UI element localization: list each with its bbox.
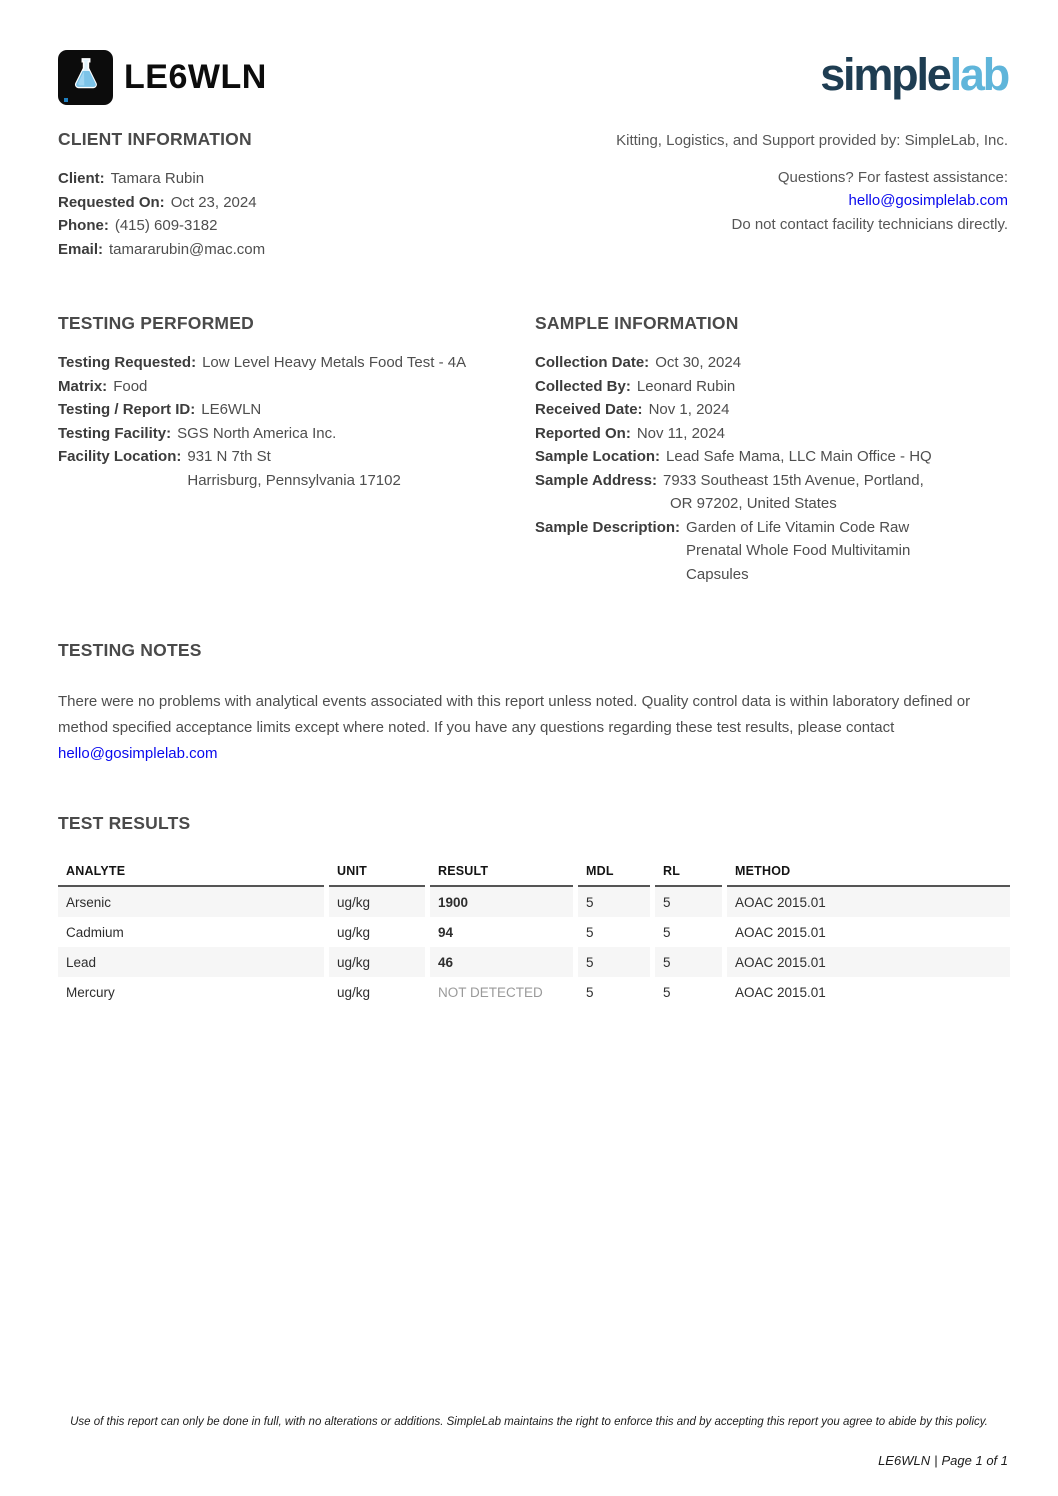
client-information-section: [58, 129, 536, 261]
client-information-heading: CLIENT INFORMATION: [58, 129, 252, 149]
rl-cell: 5: [663, 924, 671, 940]
testing-notes-section: [58, 640, 1008, 766]
client-value: Tamara Rubin: [110, 170, 205, 187]
questions-line: Questions? For fastest assistance:: [777, 168, 1008, 186]
reported-on-field: [535, 422, 1008, 446]
sample-description-value: [686, 516, 910, 587]
facility-location-line1: 931 N 7th St: [187, 448, 271, 465]
requested-on-field: [58, 191, 536, 215]
footer-page-number: Page 1 of 1: [941, 1453, 1008, 1468]
rl-cell: 5: [663, 984, 671, 1000]
reported-on-value: Nov 11, 2024: [636, 424, 725, 442]
report-id-label: Testing / Report ID:: [58, 401, 196, 418]
sample-address-value: [663, 469, 924, 516]
sample-information-heading: SAMPLE INFORMATION: [535, 313, 739, 333]
collection-date-field: [535, 351, 1008, 375]
analyte-cell: Cadmium: [66, 924, 124, 940]
kitting-line: Kitting, Logistics, and Support provided by: SimpleLab, Inc.: [616, 132, 1008, 149]
result-cell: 1900: [430, 887, 573, 917]
matrix-label: Matrix:: [58, 377, 108, 395]
client-label: Client:: [58, 170, 105, 187]
testing-facility-label: Testing Facility:: [58, 424, 172, 442]
phone-label: Phone:: [58, 217, 109, 234]
simplelab-logo: [820, 50, 1008, 100]
analyte-cell: Arsenic: [58, 887, 324, 917]
table-row-lead: [58, 947, 1010, 977]
logo-corner-dot: [64, 98, 68, 102]
client-information-fields: [58, 167, 536, 261]
testing-requested-field: [58, 351, 535, 375]
report-code-title: LE6WLN: [124, 58, 267, 96]
col-header-mdl: MDL: [578, 864, 650, 887]
collected-by-field: [535, 375, 1008, 399]
matrix-field: [58, 375, 535, 399]
facility-location-value: [187, 445, 400, 492]
testing-notes-email-link[interactable]: hello@gosimplelab.com: [58, 744, 218, 762]
col-header-rl: RL: [655, 864, 722, 887]
footer-disclaimer: Use of this report can only be done in full, with no alterations or additions. SimpleLab maintains the right to enforce this and by accepting this report you agree to abide by this policy.: [70, 1416, 988, 1428]
sample-location-label: Sample Location:: [535, 448, 661, 465]
simplelab-logo-simple: simple: [820, 49, 950, 100]
phone-value: (415) 609-3182: [114, 217, 218, 234]
sample-description-field: [535, 516, 1008, 587]
testing-notes-text: There were no problems with analytical events associated with this report unless noted. Quality control data is within laboratory defined or method specified acceptance limits except where noted. If you have any questions regarding these test results, please contact: [58, 693, 971, 736]
col-header-method: METHOD: [727, 864, 1010, 887]
unit-cell: ug/kg: [329, 947, 425, 977]
analyte-cell: Lead: [58, 947, 324, 977]
test-results-section: [58, 813, 1008, 1007]
client-and-contact-row: [58, 129, 1008, 261]
unit-cell: ug/kg: [337, 924, 371, 940]
phone-field: [58, 214, 536, 238]
mdl-cell: 5: [578, 947, 650, 977]
testing-facility-value: SGS North America Inc.: [177, 424, 337, 442]
no-contact-line: Do not contact facility technicians directly.: [731, 215, 1008, 233]
requested-on-label: Requested On:: [58, 193, 165, 211]
sample-description-line2: Prenatal Whole Food Multivitamin: [686, 542, 911, 559]
testing-performed-fields: [58, 351, 535, 492]
unit-cell: ug/kg: [329, 887, 425, 917]
support-email-link[interactable]: hello@gosimplelab.com: [848, 192, 1008, 209]
flask-icon: [69, 56, 103, 99]
testing-notes-heading: TESTING NOTES: [58, 640, 202, 660]
mdl-cell: 5: [586, 984, 594, 1000]
col-header-analyte: ANALYTE: [58, 864, 324, 887]
client-field: [58, 167, 536, 191]
received-date-label: Received Date:: [535, 401, 643, 418]
simplelab-logo-lab: lab: [949, 49, 1008, 100]
sample-description-line1: Garden of Life Vitamin Code Raw: [686, 518, 910, 536]
test-results-heading: TEST RESULTS: [58, 813, 191, 834]
mdl-cell: 5: [578, 887, 650, 917]
result-cell: 46: [430, 947, 573, 977]
reported-on-label: Reported On:: [535, 424, 631, 442]
method-cell: AOAC 2015.01: [735, 984, 826, 1000]
client-email-link[interactable]: tamararubin@mac.com: [109, 240, 266, 258]
collected-by-label: Collected By:: [535, 377, 631, 395]
email-field: [58, 238, 536, 262]
method-cell: AOAC 2015.01: [735, 924, 826, 940]
sample-information-section: [535, 313, 1008, 586]
test-results-table: [53, 864, 1015, 1007]
unit-cell: ug/kg: [337, 984, 371, 1000]
collection-date-label: Collection Date:: [535, 354, 650, 371]
table-row-arsenic: [58, 887, 1010, 917]
table-row-mercury: [58, 977, 1010, 1007]
analyte-cell: Mercury: [66, 984, 115, 1000]
facility-location-line2: Harrisburg, Pennsylvania 17102: [187, 471, 401, 489]
report-header: [58, 50, 1008, 105]
testing-notes-body: [58, 689, 1006, 766]
result-cell-not-detected: NOT DETECTED: [438, 984, 543, 1000]
results-header-row: [58, 864, 1010, 887]
rl-cell: 5: [655, 887, 722, 917]
collection-date-value: Oct 30, 2024: [655, 354, 742, 371]
footer-report-code: LE6WLN: [878, 1453, 931, 1468]
mdl-cell: 5: [586, 924, 594, 940]
support-contact-block: [536, 129, 1008, 261]
sample-address-label: Sample Address:: [535, 471, 657, 489]
sample-location-value: Lead Safe Mama, LLC Main Office - HQ: [666, 448, 932, 465]
report-logo-block: [58, 50, 267, 105]
result-cell: 94: [438, 924, 454, 940]
method-cell: AOAC 2015.01: [727, 947, 1010, 977]
footer-separator: |: [934, 1453, 938, 1468]
matrix-value: Food: [113, 377, 148, 395]
sample-address-field: [535, 469, 1008, 516]
col-header-result: RESULT: [430, 864, 573, 887]
report-id-field: [58, 398, 535, 422]
flask-logo-badge: [58, 50, 113, 105]
testing-facility-field: [58, 422, 535, 446]
method-cell: AOAC 2015.01: [727, 887, 1010, 917]
facility-location-label: Facility Location:: [58, 448, 182, 465]
testing-performed-section: [58, 313, 535, 586]
rl-cell: 5: [655, 947, 722, 977]
sample-description-label: Sample Description:: [535, 518, 681, 536]
testing-performed-heading: TESTING PERFORMED: [58, 313, 254, 333]
col-header-unit: UNIT: [329, 864, 425, 887]
email-label: Email:: [58, 240, 104, 258]
received-date-field: [535, 398, 1008, 422]
footer-page-info: [878, 1453, 1008, 1468]
testing-and-sample-row: [58, 313, 1008, 586]
facility-location-field: [58, 445, 535, 492]
sample-information-fields: [535, 351, 1008, 586]
sample-address-line1: 7933 Southeast 15th Avenue, Portland,: [663, 471, 924, 489]
table-row-cadmium: [58, 917, 1010, 947]
testing-requested-value: Low Level Heavy Metals Food Test - 4A: [202, 354, 467, 371]
testing-requested-label: Testing Requested:: [58, 354, 197, 371]
sample-description-line3: Capsules: [686, 565, 749, 583]
sample-address-line2: OR 97202, United States: [670, 495, 837, 512]
received-date-value: Nov 1, 2024: [648, 401, 730, 418]
sample-location-field: [535, 445, 1008, 469]
requested-on-value: Oct 23, 2024: [170, 193, 257, 211]
collected-by-value: Leonard Rubin: [636, 377, 736, 395]
report-id-value: LE6WLN: [201, 401, 262, 418]
